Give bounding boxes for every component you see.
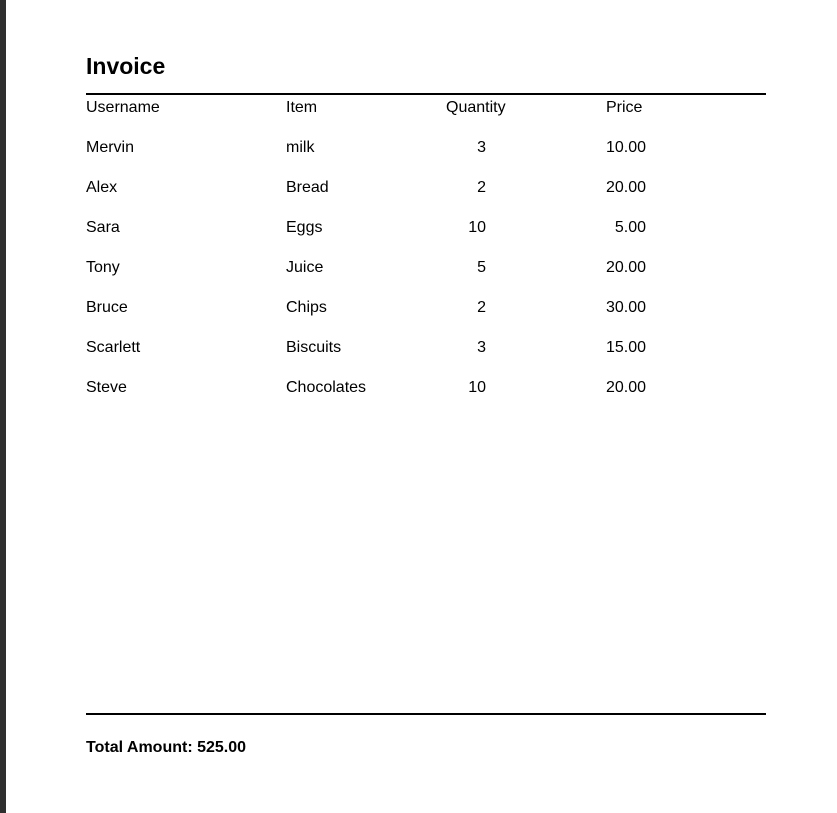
total-amount: Total Amount: 525.00: [86, 739, 247, 756]
cell-username: Bruce: [86, 299, 128, 316]
cell-item: Juice: [286, 259, 324, 276]
cell-username: Alex: [86, 179, 118, 196]
cell-quantity: 10: [468, 379, 486, 396]
cell-price: 15.00: [605, 339, 646, 356]
cell-price: 20.00: [605, 379, 646, 396]
header-quantity: Quantity: [446, 99, 506, 116]
cell-username: Tony: [86, 259, 120, 276]
invoice-page: [6, 0, 837, 813]
cell-item: Biscuits: [286, 339, 342, 356]
cell-quantity: 2: [477, 299, 486, 316]
invoice-title: Invoice: [86, 53, 166, 79]
cell-quantity: 5: [477, 259, 486, 276]
cell-price: 5.00: [614, 219, 646, 236]
header-item: Item: [286, 99, 318, 116]
cell-price: 20.00: [605, 259, 646, 276]
cell-item: milk: [286, 139, 315, 156]
cell-quantity: 3: [477, 139, 486, 156]
footer-divider: [86, 713, 766, 715]
table-header-row: [6, 98, 837, 118]
cell-item: Chocolates: [286, 379, 367, 396]
table-row: [6, 298, 837, 318]
cell-quantity: 3: [477, 339, 486, 356]
cell-quantity: 10: [468, 219, 486, 236]
cell-quantity: 2: [477, 179, 486, 196]
header-price: Price: [606, 99, 643, 116]
header-divider: [86, 93, 766, 95]
cell-item: Bread: [286, 179, 329, 196]
cell-username: Steve: [86, 379, 127, 396]
table-row: [6, 258, 837, 278]
table-row: [6, 218, 837, 238]
header-username: Username: [86, 99, 160, 116]
cell-username: Scarlett: [86, 339, 141, 356]
cell-price: 10.00: [605, 139, 646, 156]
table-row: [6, 338, 837, 358]
cell-username: Mervin: [86, 139, 135, 156]
table-row: [6, 378, 837, 398]
cell-item: Eggs: [286, 219, 323, 236]
cell-item: Chips: [286, 299, 327, 316]
cell-price: 20.00: [605, 179, 646, 196]
cell-price: 30.00: [605, 299, 646, 316]
cell-username: Sara: [86, 219, 120, 236]
table-row: [6, 178, 837, 198]
table-row: [6, 138, 837, 158]
